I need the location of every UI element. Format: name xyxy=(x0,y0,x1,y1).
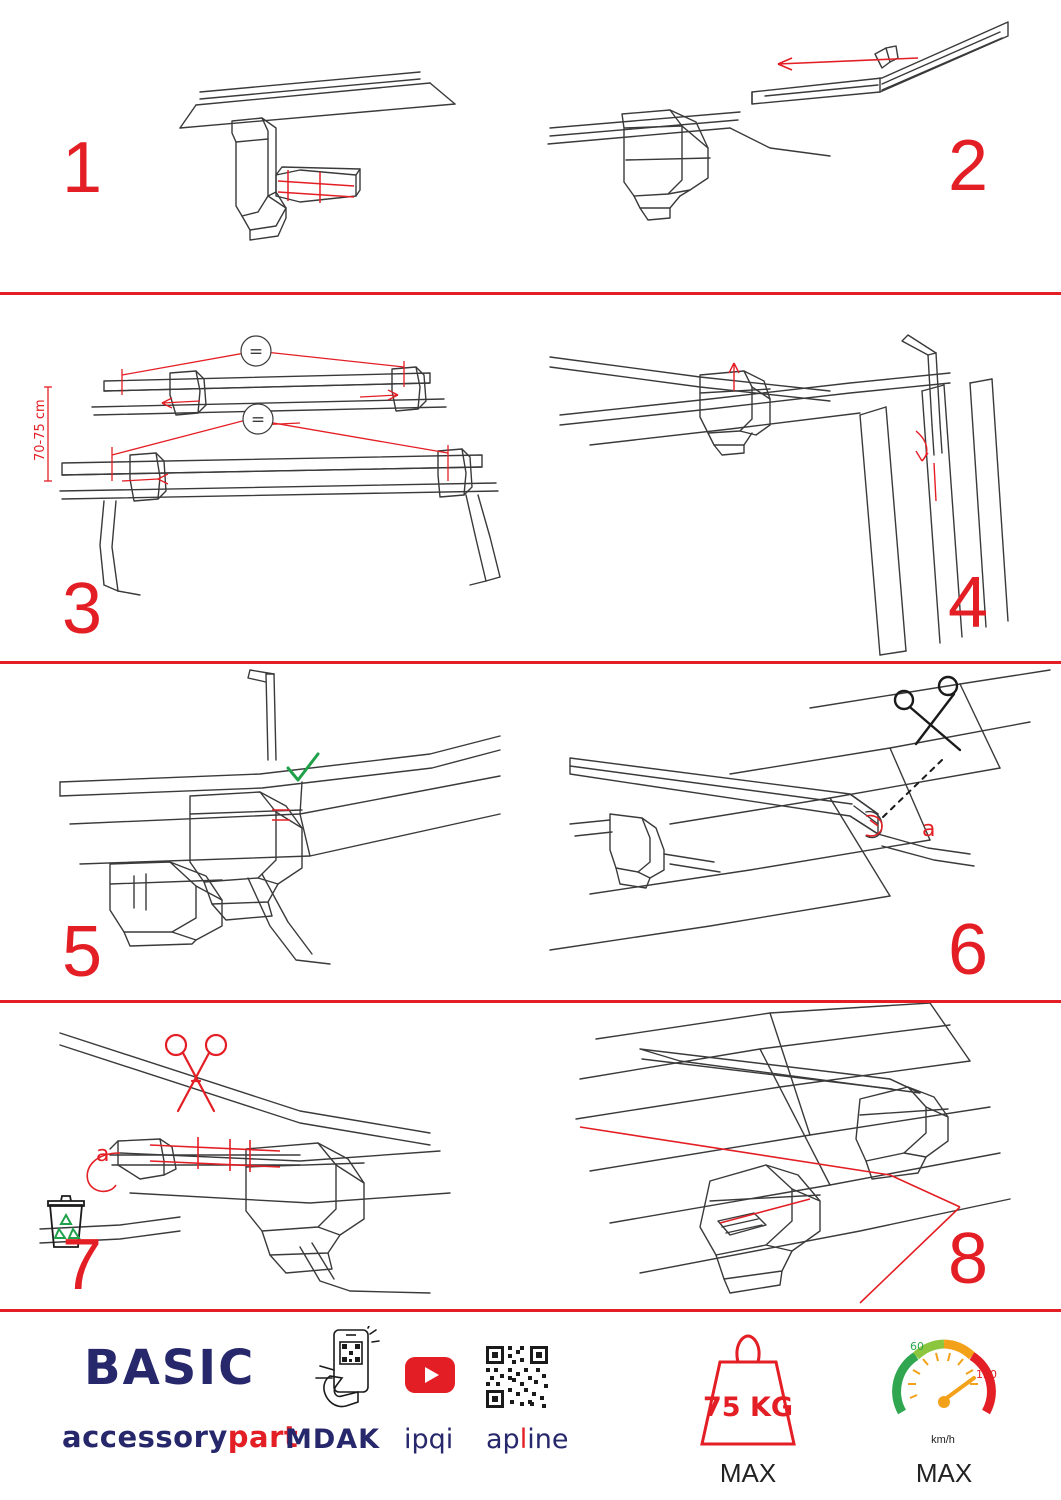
panel-step-3 xyxy=(0,295,530,661)
panel-step-8 xyxy=(530,1003,1061,1309)
step-3-number: 3 xyxy=(62,569,103,649)
step-7-number: 7 xyxy=(62,1225,103,1305)
panel-step-2 xyxy=(530,0,1061,292)
step-1-number: 1 xyxy=(62,128,103,208)
apline-part-a: ap xyxy=(486,1424,520,1455)
step-6-mark-a: a xyxy=(922,817,936,842)
footer xyxy=(0,1312,1061,1500)
apline-part-l: l xyxy=(519,1424,528,1455)
step-5-number: 5 xyxy=(62,912,103,992)
svg-text:=: = xyxy=(250,410,266,430)
panel-step-7 xyxy=(0,1003,530,1309)
youtube-icon[interactable] xyxy=(404,1356,456,1394)
weight-limit-icon xyxy=(690,1326,806,1452)
step-2-number: 2 xyxy=(948,126,989,206)
weight-max-label: MAX xyxy=(719,1458,777,1488)
brand-accessorypart-logo xyxy=(62,1420,298,1454)
qr-scan-phone-icon xyxy=(312,1326,384,1416)
ipqi-logo-text: ipqi xyxy=(404,1424,454,1455)
qr-code-icon[interactable] xyxy=(484,1344,550,1410)
scissors-icon xyxy=(895,677,960,750)
step-3-dimension-label: 70-75 cm xyxy=(33,399,48,461)
speed-unit-label: km/h xyxy=(931,1434,955,1446)
svg-text:=: = xyxy=(248,342,264,362)
apline-part-ine: ine xyxy=(527,1424,569,1455)
gauge-tick-60: 60 xyxy=(910,1340,924,1353)
step-6-number: 6 xyxy=(948,910,989,990)
scissors-icon-red xyxy=(166,1035,226,1111)
panel-step-4 xyxy=(530,295,1061,661)
speed-limit-gauge-icon xyxy=(886,1326,1002,1436)
step-7-mark-a: a xyxy=(96,1142,110,1167)
panel-step-1 xyxy=(0,0,530,292)
mdak-logo-text: MDAK xyxy=(285,1424,381,1455)
gauge-tick-120: 120 xyxy=(976,1368,997,1381)
apline-logo-text xyxy=(486,1424,568,1455)
brand-part-text: part xyxy=(227,1420,299,1454)
panel-step-5 xyxy=(0,664,530,1000)
step-4-number: 4 xyxy=(948,563,989,643)
weight-value: 75 KG xyxy=(702,1392,794,1423)
brand-accessory-text: accessory xyxy=(62,1420,228,1454)
brand-basic-logo: BASIC xyxy=(84,1340,256,1396)
step-8-number: 8 xyxy=(948,1219,989,1299)
panel-step-6 xyxy=(530,664,1061,1000)
speed-max-label: MAX xyxy=(915,1458,973,1488)
